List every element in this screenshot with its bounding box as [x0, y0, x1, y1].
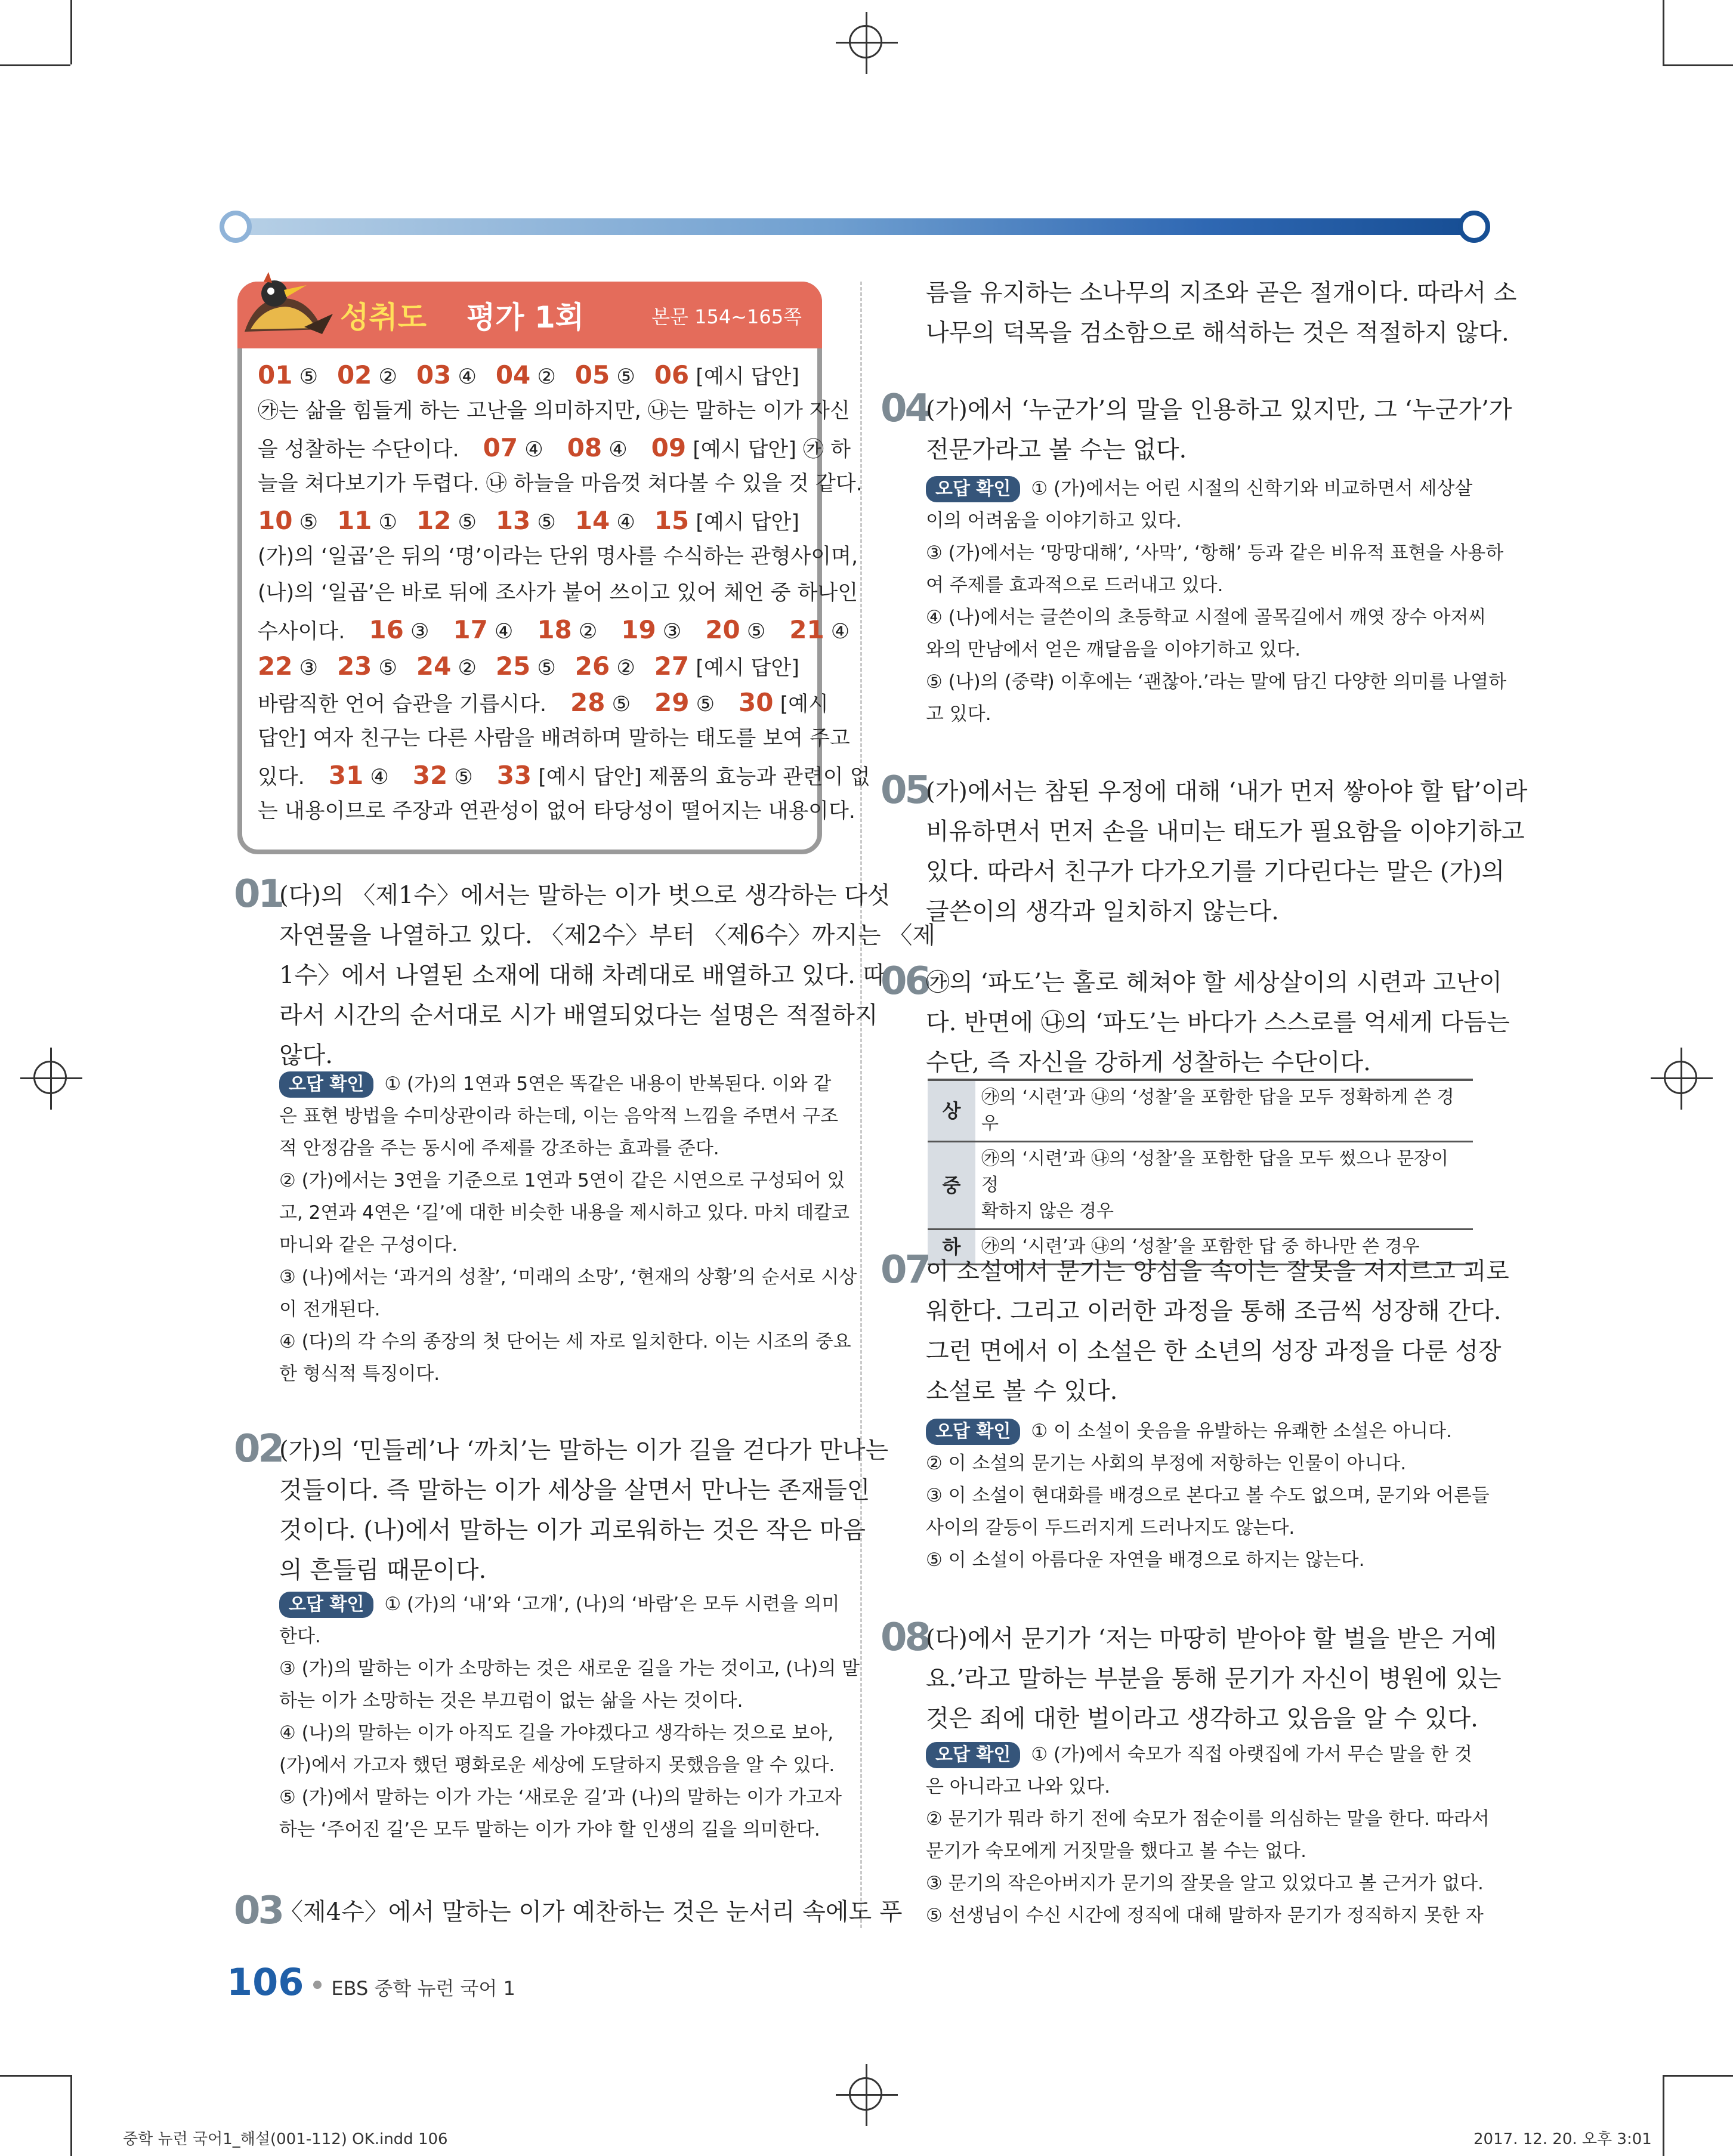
- answer-line: [258, 611, 850, 648]
- answer-number: 02: [336, 360, 372, 390]
- answer-item: [337, 502, 397, 539]
- answer-value: ⑤: [292, 511, 318, 535]
- page-footer: [227, 1960, 515, 2004]
- answer-number: 09: [651, 433, 687, 462]
- answer-value: [예시 답안]: [689, 365, 799, 389]
- answer-item: [483, 433, 543, 462]
- wrong-answer-text: 고 있다.: [926, 703, 991, 725]
- rubric-grade: 상: [928, 1080, 975, 1142]
- wrong-answer-text: 하는 이가 소망하는 것은 부끄럼이 없는 삶을 사는 것이다.: [279, 1690, 743, 1712]
- wrong-answer-text: 하는 ‘주어진 길’은 모두 말하는 이가 가야 할 인생의 길을 의미한다.: [279, 1819, 820, 1840]
- text-line: (다)에서 문기가 ‘저는 마땅히 받아야 할 벌을 받은 거예: [926, 1625, 1497, 1652]
- answer-item: [705, 615, 766, 644]
- answer-number: 07: [483, 433, 518, 462]
- answer-line: [258, 721, 850, 757]
- wrong-answer-text: ① (가)의 ‘내’와 ‘고개’, (나)의 ‘바람’은 모두 시련을 의미: [384, 1593, 840, 1615]
- wrong-answer-line: [279, 1620, 860, 1652]
- question-explanation: [926, 1619, 1502, 1739]
- answer-box-title: 평가 1회: [467, 300, 585, 335]
- crop-mark: [0, 2075, 70, 2077]
- grading-rubric-table: [928, 1079, 1473, 1265]
- wrong-answer-line: [926, 698, 1506, 730]
- wrong-answer-text: 한다.: [279, 1626, 321, 1647]
- wrong-answer-text: ⑤ (가)에서 말하는 이가 가는 ‘새로운 길’과 (나)의 말하는 이가 가고자: [279, 1787, 842, 1808]
- text-line: 그런 면에서 이 소설은 한 소년의 성장 과정을 다룬 성장: [926, 1338, 1502, 1365]
- answer-number: 29: [654, 688, 690, 717]
- answer-item: [337, 357, 397, 393]
- wrong-answer-line: [926, 1899, 1490, 1932]
- answer-value: [예시 답안]: [689, 656, 799, 680]
- wrong-answer-text: 마니와 같은 구성이다.: [279, 1234, 458, 1256]
- question-explanation: [926, 963, 1510, 1083]
- answer-item: [337, 648, 397, 684]
- rubric-row: [928, 1080, 1473, 1142]
- question-number: 03: [234, 1889, 283, 1933]
- answer-item: [567, 433, 628, 462]
- crop-mark: [0, 64, 70, 66]
- answer-list: [258, 357, 870, 830]
- wrong-answer-line: [926, 1771, 1490, 1803]
- wrong-answer-line: [279, 1326, 857, 1358]
- text-line: 비유하면서 먼저 손을 내미는 태도가 필요함을 이야기하고: [926, 818, 1525, 845]
- answer-value: ⑤: [447, 765, 473, 789]
- wrong-answer-text: ③ (가)에서는 ‘망망대해’, ‘사막’, ‘항해’ 등과 같은 비유적 표현을 사용하: [926, 542, 1504, 564]
- rubric-description: [975, 1080, 1473, 1142]
- wrong-answer-text: ③ (가)의 말하는 이가 소망하는 것은 새로운 길을 가는 것이고, (나)의 말: [279, 1658, 860, 1679]
- print-slug-date: 2017. 12. 20. 오후 3:01: [1473, 2130, 1652, 2148]
- answer-value: ②: [530, 365, 556, 389]
- answer-number: 31: [328, 761, 364, 790]
- answer-item: [369, 615, 430, 644]
- wrong-answer-line: [279, 1588, 860, 1620]
- answer-number: 14: [574, 506, 610, 535]
- answer-item: [537, 615, 598, 644]
- wrong-answer-line: [926, 1803, 1490, 1835]
- wrong-answer-line: [926, 1867, 1490, 1899]
- wrong-answer-line: [279, 1781, 860, 1814]
- rubric-row: [928, 1142, 1473, 1230]
- answer-value: [예시 답안] 제품의 효능과 관련이 없: [532, 765, 870, 789]
- answer-number: 05: [574, 360, 610, 390]
- answer-value: ④: [824, 620, 850, 644]
- answer-value: ④: [518, 438, 543, 462]
- wrong-answer-line: [279, 1814, 860, 1846]
- text-line: 것은 죄에 대한 벌이라고 생각하고 있음을 알 수 있다.: [926, 1705, 1478, 1732]
- wrong-answer-text: ⑤ 선생님이 수신 시간에 정직에 대해 말하자 문기가 정직하지 못한 자: [926, 1905, 1484, 1926]
- answer-item: [496, 648, 556, 684]
- wrong-answer-text: 고, 2연과 4연은 ‘길’에 대한 비슷한 내용을 제시하고 있다. 마치 데칼코: [279, 1202, 849, 1224]
- answer-number: 28: [570, 688, 606, 717]
- answer-value: ③: [656, 620, 682, 644]
- answer-number: 19: [621, 615, 656, 644]
- answer-value: ⑤: [740, 620, 766, 644]
- rubric-line: 확하지 않은 경우: [981, 1201, 1114, 1222]
- wrong-answer-line: [926, 569, 1506, 601]
- answer-text: ㉮는 삶을 힘들게 하는 고난을 의미하지만, ㉯는 말하는 이가 자신: [258, 399, 850, 423]
- wrong-answer-check-04: [926, 472, 1506, 730]
- wrong-answer-line: [926, 1415, 1490, 1447]
- wrong-answer-check-07: [926, 1415, 1490, 1576]
- wrong-answer-line: [279, 1358, 857, 1390]
- rubric-line: ㉮의 ‘시련’과 ㉯의 ‘성찰’을 포함한 답 중 하나만 쓴 경우: [981, 1236, 1420, 1257]
- answer-value: ④: [451, 365, 477, 389]
- registration-mark: [20, 1048, 82, 1110]
- rubric-line: ㉮의 ‘시련’과 ㉯의 ‘성찰’을 포함한 답을 모두 썼으나 문장이 정: [981, 1148, 1449, 1196]
- wrong-answer-text: ④ (다)의 각 수의 종장의 첫 단어는 세 자로 일치한다. 이는 시조의 중요: [279, 1331, 851, 1352]
- wrong-answer-tag: 오답 확인: [279, 1592, 373, 1618]
- text-line: 나무의 덕목을 검소함으로 해석하는 것은 적절하지 않다.: [926, 319, 1509, 347]
- bar-end-dot-right: [1458, 211, 1490, 243]
- text-line: 소설로 볼 수 있다.: [926, 1377, 1118, 1405]
- wrong-answer-line: [279, 1165, 857, 1197]
- answer-item: [570, 688, 631, 717]
- text-line: 않다.: [279, 1042, 333, 1069]
- answer-item: [789, 615, 850, 644]
- wrong-answer-text: 사이의 갈등이 두드러지게 드러나지도 않는다.: [926, 1517, 1295, 1539]
- wrong-answer-line: [926, 634, 1506, 666]
- answer-number: 20: [705, 615, 740, 644]
- answer-value: ④: [363, 765, 389, 789]
- answer-line: [258, 793, 855, 830]
- wrong-answer-line: [279, 1100, 857, 1132]
- wrong-answer-text: 한 형식적 특징이다.: [279, 1363, 440, 1385]
- answer-value: ①: [372, 511, 397, 535]
- text-line: 것이다. (나)에서 말하는 이가 괴로워하는 것은 작은 마음: [279, 1516, 866, 1544]
- answer-text: (나)의 ‘일곱’은 바로 뒤에 조사가 붙어 쓰이고 있어 체언 중 하나인: [258, 581, 858, 605]
- answer-item: [575, 502, 635, 539]
- footer-dot: [313, 1981, 322, 1989]
- question-explanation: [279, 1892, 903, 1932]
- question-number: 04: [881, 387, 929, 431]
- question-explanation: [279, 876, 935, 1076]
- answer-text: 는 내용이므로 주장과 연관성이 없어 타당성이 떨어지는 내용이다.: [258, 799, 855, 823]
- wrong-answer-text: ⑤ 이 소설이 아름다운 자연을 배경으로 하지는 않는다.: [926, 1549, 1365, 1571]
- answer-item: [738, 688, 829, 717]
- answer-line: [258, 357, 799, 393]
- answer-item: [412, 761, 473, 790]
- answer-number: 12: [416, 506, 452, 535]
- answer-value: ②: [372, 365, 397, 389]
- answer-text: (가)의 ‘일곱’은 뒤의 ‘명’이라는 단위 명사를 수식하는 관형사이며,: [258, 545, 858, 569]
- answer-value: ③: [403, 620, 430, 644]
- answer-number: 21: [789, 615, 824, 644]
- answer-number: 22: [258, 651, 293, 681]
- wrong-answer-line: [279, 1197, 857, 1229]
- wrong-answer-text: ① 이 소설이 웃음을 유발하는 유쾌한 소설은 아니다.: [1031, 1420, 1452, 1442]
- wrong-answer-check-02: [279, 1588, 860, 1846]
- text-line: 1수〉에서 나열된 소재에 대해 차례대로 배열하고 있다. 따: [279, 962, 886, 989]
- wrong-answer-line: [926, 472, 1506, 505]
- answer-item: [575, 357, 635, 393]
- answer-item: [258, 648, 318, 684]
- answer-line: [258, 539, 858, 575]
- answer-number: 27: [654, 651, 690, 681]
- wrong-answer-text: ③ 이 소설이 현대화를 배경으로 본다고 볼 수도 없으며, 문기와 어른들: [926, 1485, 1490, 1506]
- text-line: 의 흔들림 때문이다.: [279, 1556, 487, 1584]
- wrong-answer-line: [279, 1685, 860, 1717]
- wrong-answer-text: ② 이 소설의 문기는 사회의 부정에 저항하는 인물이 아니다.: [926, 1453, 1407, 1474]
- wrong-answer-text: 이의 어려움을 이야기하고 있다.: [926, 510, 1182, 532]
- answer-item: [496, 502, 556, 539]
- answer-item: [496, 761, 870, 790]
- answer-number: 08: [567, 433, 603, 462]
- registration-mark: [836, 2064, 898, 2126]
- column-divider: [860, 282, 862, 1928]
- text-line: (가)에서 ‘누군가’의 말을 인용하고 있지만, 그 ‘누군가’가: [926, 396, 1512, 424]
- answer-number: 32: [412, 761, 448, 790]
- answer-value: ④: [487, 620, 514, 644]
- answer-text: 바람직한 언어 습관을 기릅시다.: [258, 693, 547, 716]
- wrong-answer-line: [926, 1544, 1490, 1576]
- answer-value: ④: [602, 438, 628, 462]
- crop-mark: [1663, 2075, 1664, 2156]
- question-number: 01: [234, 872, 283, 916]
- answer-number: 13: [495, 506, 531, 535]
- wrong-answer-tag: 오답 확인: [926, 1419, 1020, 1445]
- text-line: 요.’라고 말하는 부분을 통해 문기가 자신이 병원에 있는: [926, 1665, 1502, 1692]
- wrong-answer-line: [279, 1132, 857, 1165]
- crop-mark: [1663, 2075, 1733, 2077]
- answer-text: 있다.: [258, 765, 305, 789]
- wrong-answer-text: (가)에서 가고자 했던 평화로운 세상에 도달하지 못했음을 알 수 있다.: [279, 1755, 835, 1776]
- answer-line: [258, 466, 863, 502]
- page-number: 106: [227, 1960, 304, 2004]
- answer-value: ⑤: [372, 656, 397, 680]
- answer-item: [416, 648, 477, 684]
- wrong-answer-line: [926, 537, 1506, 569]
- wrong-answer-text: ① (가)에서는 어린 시절의 신학기와 비교하면서 세상살: [1031, 478, 1473, 499]
- wrong-answer-line: [926, 1738, 1490, 1771]
- answer-number: 04: [495, 360, 531, 390]
- registration-mark: [1651, 1048, 1713, 1110]
- wrong-answer-text: ① (가)의 1연과 5연은 똑같은 내용이 반복된다. 이와 같: [384, 1073, 832, 1095]
- wrong-answer-text: 여 주제를 효과적으로 드러내고 있다.: [926, 574, 1224, 596]
- answer-number: 23: [336, 651, 372, 681]
- answer-value: ⑤: [451, 511, 477, 535]
- crop-mark: [1663, 64, 1733, 66]
- text-line: 전문가라고 볼 수는 없다.: [926, 436, 1187, 464]
- answer-number: 01: [258, 360, 293, 390]
- wrong-answer-line: [279, 1068, 857, 1100]
- wrong-answer-line: [279, 1749, 860, 1781]
- answer-value: ④: [610, 511, 635, 535]
- answer-item: [416, 357, 477, 393]
- wrong-answer-line: [926, 666, 1506, 698]
- wrong-answer-tag: 오답 확인: [926, 476, 1020, 502]
- wrong-answer-line: [279, 1717, 860, 1749]
- wrong-answer-line: [926, 1512, 1490, 1544]
- rubric-description: [975, 1142, 1473, 1230]
- wrong-answer-line: [926, 1835, 1490, 1867]
- wrong-answer-text: ③ (나)에서는 ‘과거의 성찰’, ‘미래의 소망’, ‘현재의 상황’의 순서로 시상: [279, 1267, 857, 1288]
- answer-number: 15: [654, 506, 690, 535]
- wrong-answer-line: [926, 505, 1506, 537]
- rubric-grade: 하: [928, 1230, 975, 1265]
- question-explanation: [279, 1431, 888, 1590]
- answer-box-page-ref: 본문 154~165쪽: [651, 305, 802, 328]
- wrong-answer-text: ② (가)에서는 3연을 기준으로 1연과 5연이 같은 시연으로 구성되어 있: [279, 1170, 845, 1191]
- answer-item: [328, 761, 389, 790]
- text-line: 자연물을 나열하고 있다. 〈제2수〉부터 〈제6수〉까지는 〈제: [279, 922, 935, 949]
- text-line: 있다. 따라서 친구가 다가오기를 기다린다는 말은 (가)의: [926, 858, 1505, 885]
- question-explanation: [926, 390, 1512, 470]
- answer-text: 수사이다.: [258, 620, 345, 644]
- answer-number: 26: [574, 651, 610, 681]
- wrong-answer-line: [279, 1261, 857, 1293]
- wrong-answer-tag: 오답 확인: [926, 1742, 1020, 1768]
- answer-item: [496, 357, 556, 393]
- answer-item: [651, 433, 851, 462]
- question-explanation: [926, 772, 1527, 932]
- wrong-answer-line: [926, 1479, 1490, 1512]
- wrong-answer-text: ③ 문기의 작은아버지가 문기의 잘못을 알고 있었다고 볼 근거가 없다.: [926, 1873, 1484, 1894]
- top-decorative-bar: [236, 218, 1479, 235]
- answer-value: ⑤: [689, 693, 715, 716]
- wrong-answer-tag: 오답 확인: [279, 1071, 373, 1098]
- text-line: 다. 반면에 ㉯의 ‘파도’는 바다가 스스로를 억세게 다듬는: [926, 1009, 1510, 1036]
- wrong-answer-text: ④ (나)에서는 글쓴이의 초등학교 시절에 골목길에서 깨엿 장수 아저씨: [926, 607, 1487, 628]
- answer-value: ②: [451, 656, 477, 680]
- text-line: ㉮의 ‘파도’는 홀로 헤쳐야 할 세상살이의 시련과 고난이: [926, 969, 1502, 996]
- question-number: 06: [881, 959, 929, 1003]
- text-line: 워한다. 그리고 이러한 과정을 통해 조금씩 성장해 간다.: [926, 1298, 1502, 1325]
- text-line: (가)의 ‘민들레’나 ‘까치’는 말하는 이가 길을 걷다가 만나는: [279, 1437, 889, 1464]
- answer-number: 06: [654, 360, 690, 390]
- text-line: 라서 시간의 순서대로 시가 배열되었다는 설명은 적절하지: [279, 1002, 878, 1029]
- answer-item: [258, 357, 318, 393]
- answer-item: [654, 357, 799, 393]
- answer-line: [258, 757, 870, 793]
- answer-number: 18: [537, 615, 572, 644]
- answer-number: 25: [495, 651, 531, 681]
- answer-number: 11: [336, 506, 372, 535]
- text-line: (다)의 〈제1수〉에서는 말하는 이가 벗으로 생각하는 다섯: [279, 882, 891, 909]
- answer-number: 33: [496, 761, 532, 790]
- print-slug-file: 중학 뉴런 국어1_해설(001-112) OK.indd 106: [123, 2130, 448, 2148]
- answer-item: [654, 648, 799, 684]
- answer-item: [575, 648, 635, 684]
- answer-line: [258, 430, 851, 466]
- question-number: 02: [234, 1427, 283, 1471]
- answer-number: 10: [258, 506, 293, 535]
- question-number: 08: [881, 1616, 929, 1660]
- rubric-grade: 중: [928, 1142, 975, 1230]
- crop-mark: [1663, 0, 1664, 64]
- answer-value: [예시: [773, 693, 829, 716]
- answer-value: [예시 답안] ㉮ 하: [686, 438, 851, 462]
- question-number: 05: [881, 768, 929, 813]
- answer-line: [258, 502, 799, 539]
- answer-text: 을 성찰하는 수단이다.: [258, 438, 459, 462]
- text-line: 름을 유지하는 소나무의 지조와 곧은 절개이다. 따라서 소: [926, 279, 1517, 307]
- answer-value: ⑤: [605, 693, 631, 716]
- answer-number: 16: [369, 615, 404, 644]
- answer-item: [416, 502, 477, 539]
- question-03-continued: [926, 273, 1516, 353]
- answer-line: [258, 684, 829, 721]
- answer-box-title-accent: 성취도: [340, 300, 427, 335]
- bird-mascot-icon: [233, 272, 334, 344]
- text-line: 수단, 즉 자신을 강하게 성찰하는 수단이다.: [926, 1049, 1371, 1076]
- wrong-answer-line: [279, 1652, 860, 1685]
- wrong-answer-text: ① (가)에서 숙모가 직접 아랫집에 가서 무슨 말을 한 것: [1031, 1744, 1472, 1765]
- wrong-answer-check-08: [926, 1738, 1490, 1932]
- registration-mark: [836, 12, 898, 74]
- wrong-answer-line: [926, 1447, 1490, 1479]
- answer-text: 답안] 여자 친구는 다른 사람을 배려하며 말하는 태도를 보여 주고: [258, 727, 850, 750]
- wrong-answer-line: [926, 601, 1506, 634]
- answer-text: 늘을 쳐다보기가 두렵다. ㉯ 하늘을 마음껏 쳐다볼 수 있을 것 같다.: [258, 472, 863, 496]
- book-title: EBS 중학 뉴런 국어 1: [331, 1977, 515, 2000]
- answer-value: ②: [610, 656, 635, 680]
- rubric-line: ㉮의 ‘시련’과 ㉯의 ‘성찰’을 포함한 답을 모두 정확하게 쓴 경우: [981, 1087, 1454, 1134]
- wrong-answer-text: 은 아니라고 나와 있다.: [926, 1776, 1110, 1797]
- answer-item: [654, 688, 715, 717]
- answer-number: 24: [416, 651, 452, 681]
- crop-mark: [70, 2075, 72, 2156]
- answer-line: [258, 575, 858, 611]
- text-line: 〈제4수〉에서 말하는 이가 예찬하는 것은 눈서리 속에도 푸: [279, 1898, 903, 1926]
- text-line: 이 소설에서 문기는 양심을 속이는 잘못을 저지르고 괴로: [926, 1258, 1509, 1285]
- answer-line: [258, 393, 850, 430]
- answer-value: ⑤: [610, 365, 635, 389]
- wrong-answer-text: 적 안정감을 주는 동시에 주제를 강조하는 효과를 준다.: [279, 1138, 719, 1159]
- wrong-answer-line: [279, 1229, 857, 1261]
- crop-mark: [70, 0, 72, 64]
- wrong-answer-check-01: [279, 1068, 857, 1390]
- answer-value: ⑤: [292, 365, 318, 389]
- wrong-answer-text: ② 문기가 뭐라 하기 전에 숙모가 점순이를 의심하는 말을 한다. 따라서: [926, 1808, 1490, 1830]
- question-explanation: [926, 1252, 1509, 1411]
- answer-number: 30: [738, 688, 774, 717]
- wrong-answer-text: 이 전개된다.: [279, 1299, 381, 1320]
- answer-value: ⑤: [530, 511, 556, 535]
- answer-item: [654, 502, 799, 539]
- text-line: (가)에서는 참된 우정에 대해 ‘내가 먼저 쌓아야 할 탑’이라: [926, 778, 1528, 805]
- answer-item: [258, 502, 318, 539]
- wrong-answer-line: [279, 1293, 857, 1326]
- answer-line: [258, 648, 799, 684]
- wrong-answer-text: 와의 만남에서 얻은 깨달음을 이야기하고 있다.: [926, 639, 1301, 660]
- wrong-answer-text: 문기가 숙모에게 거짓말을 했다고 볼 수는 없다.: [926, 1840, 1306, 1862]
- question-number: 07: [881, 1248, 929, 1292]
- answer-value: [예시 답안]: [689, 511, 799, 535]
- text-line: 것들이다. 즉 말하는 이가 세상을 살면서 만나는 존재들인: [279, 1477, 870, 1504]
- answer-value: ③: [292, 656, 318, 680]
- answer-value: ②: [572, 620, 598, 644]
- wrong-answer-text: 은 표현 방법을 수미상관이라 하는데, 이는 음악적 느낌을 주면서 구조: [279, 1105, 839, 1127]
- text-line: 글쓴이의 생각과 일치하지 않는다.: [926, 898, 1279, 925]
- wrong-answer-text: ④ (나)의 말하는 이가 아직도 길을 가야겠다고 생각하는 것으로 보아,: [279, 1722, 834, 1744]
- answer-value: ⑤: [530, 656, 556, 680]
- answer-item: [621, 615, 682, 644]
- answer-item: [453, 615, 514, 644]
- bar-end-dot-left: [220, 211, 252, 243]
- wrong-answer-text: ⑤ (나)의 (중략) 이후에는 ‘괜찮아.’라는 말에 담긴 다양한 의미를 나열하: [926, 671, 1507, 693]
- answer-number: 17: [453, 615, 488, 644]
- answer-number: 03: [416, 360, 452, 390]
